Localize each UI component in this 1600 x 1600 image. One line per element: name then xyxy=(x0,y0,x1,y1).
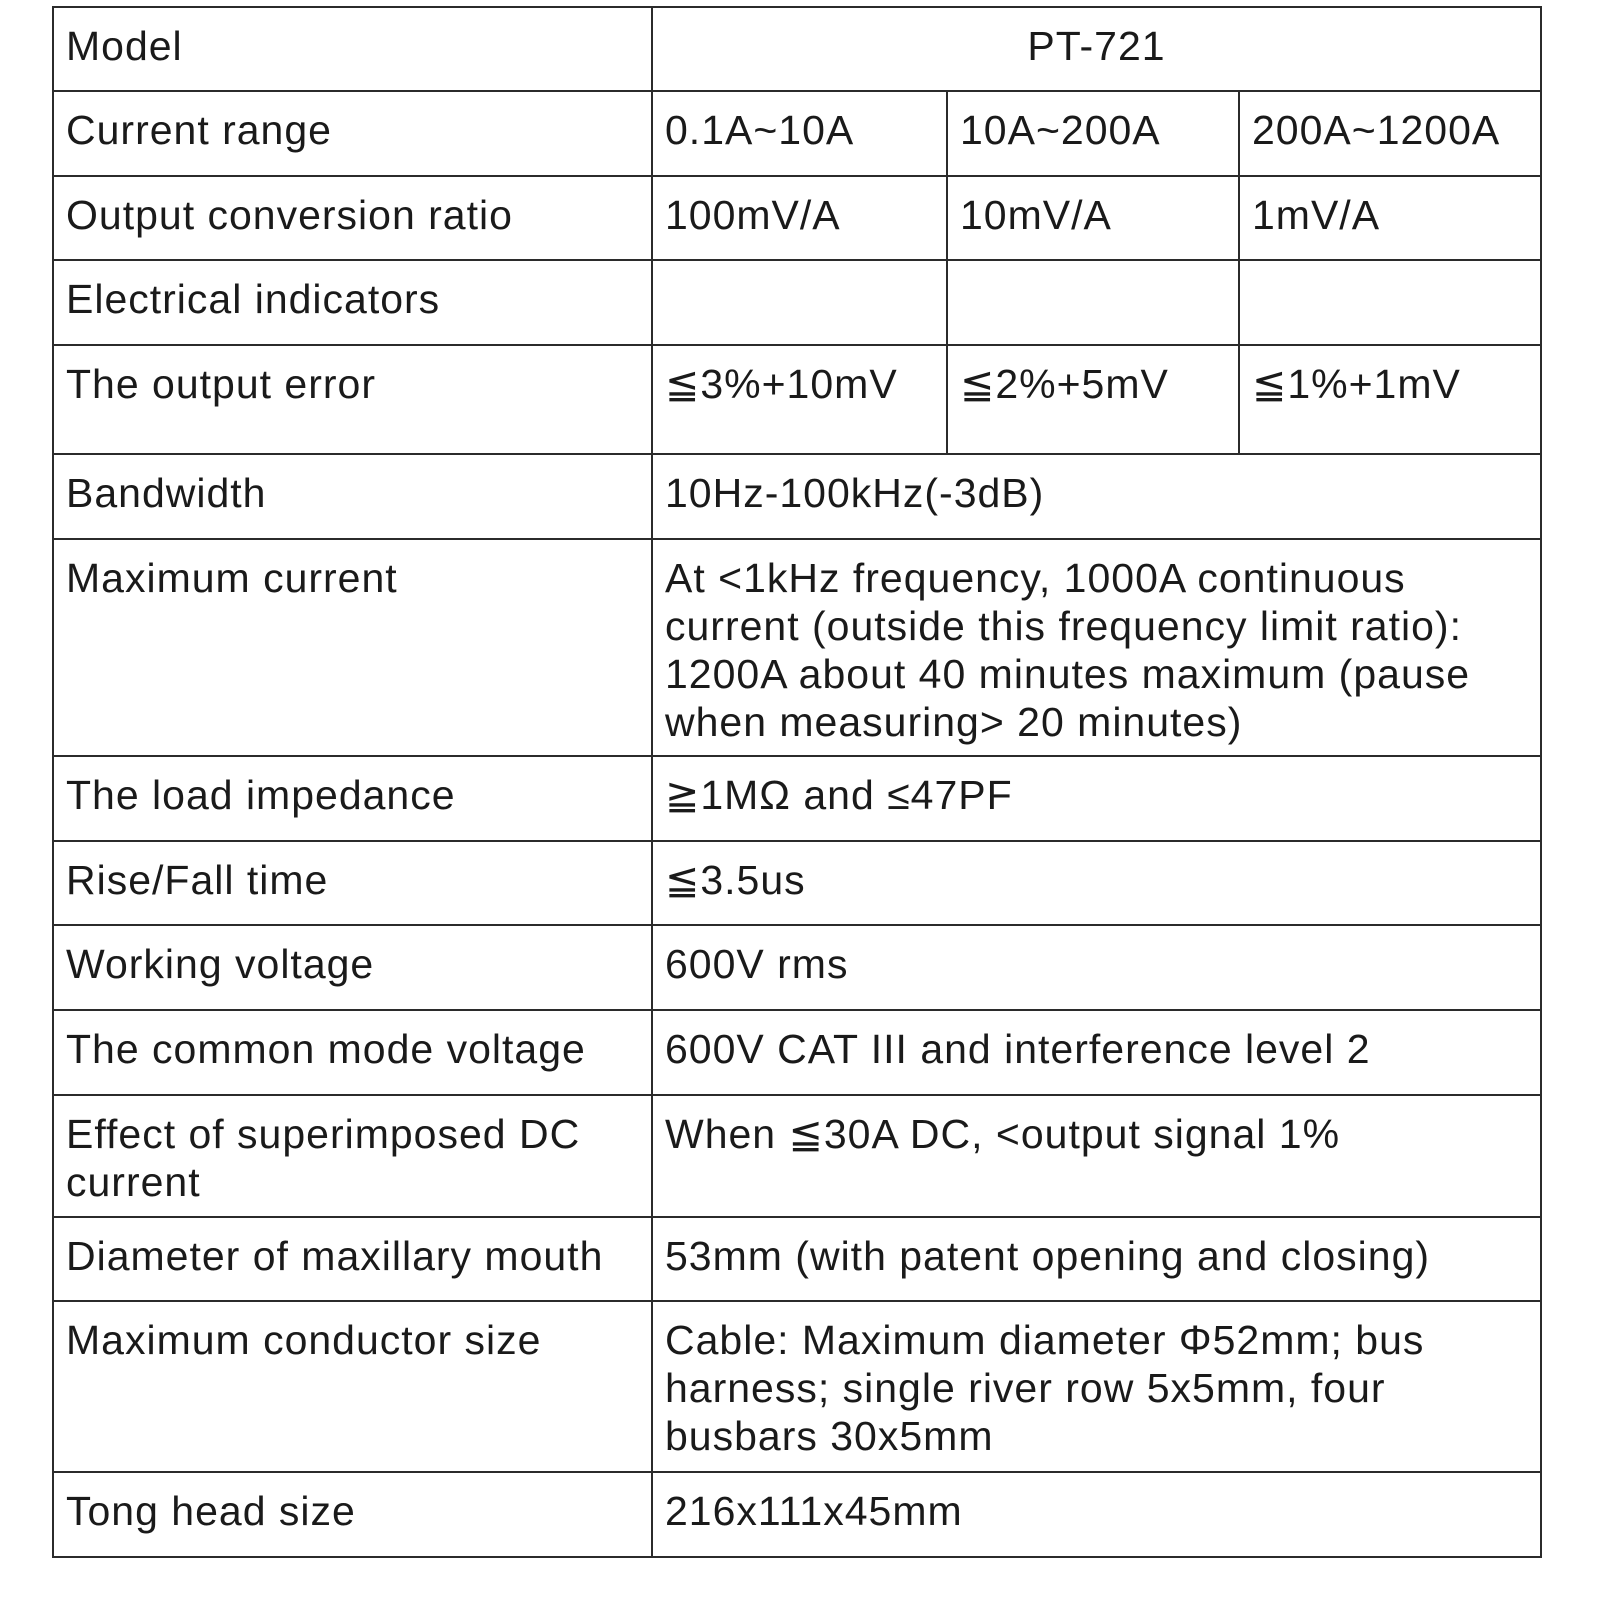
load-impedance-value: ≧1MΩ and ≤47PF xyxy=(652,756,1541,841)
superimposed-dc-value: When ≦30A DC, <output signal 1% xyxy=(652,1095,1541,1217)
row-max-conductor-size xyxy=(53,1301,1541,1472)
row-label-electrical-indicators: Electrical indicators xyxy=(53,260,652,345)
row-label-load-impedance: The load impedance xyxy=(53,756,652,841)
output-error-value-2: ≦2%+5mV xyxy=(947,345,1239,454)
row-maximum-current xyxy=(53,539,1541,756)
row-label-bandwidth: Bandwidth xyxy=(53,454,652,539)
row-label-current-range: Current range xyxy=(53,91,652,176)
output-error-value-1: ≦3%+10mV xyxy=(652,345,947,454)
row-model xyxy=(53,7,1541,91)
row-common-mode-voltage xyxy=(53,1010,1541,1095)
row-superimposed-dc xyxy=(53,1095,1541,1217)
row-label-model: Model xyxy=(53,7,652,91)
electrical-indicators-value-2 xyxy=(947,260,1239,345)
row-rise-fall-time xyxy=(53,841,1541,925)
working-voltage-value: 600V rms xyxy=(652,925,1541,1010)
max-conductor-size-value: Cable: Maximum diameter Φ52mm; bus harness; single river row 5x5mm, four busbars 30x5mm xyxy=(652,1301,1541,1472)
row-label-tong-head-size: Tong head size xyxy=(53,1472,652,1557)
output-conversion-ratio-value-2: 10mV/A xyxy=(947,176,1239,260)
row-load-impedance xyxy=(53,756,1541,841)
current-range-value-2: 10A~200A xyxy=(947,91,1239,176)
row-label-jaw-diameter: Diameter of maxillary mouth xyxy=(53,1217,652,1301)
output-conversion-ratio-value-3: 1mV/A xyxy=(1239,176,1541,260)
electrical-indicators-value-3 xyxy=(1239,260,1541,345)
row-electrical-indicators xyxy=(53,260,1541,345)
current-range-value-3: 200A~1200A xyxy=(1239,91,1541,176)
common-mode-voltage-value: 600V CAT III and interference level 2 xyxy=(652,1010,1541,1095)
tong-head-size-value: 216x111x45mm xyxy=(652,1472,1541,1557)
output-conversion-ratio-value-1: 100mV/A xyxy=(652,176,947,260)
row-output-error xyxy=(53,345,1541,454)
electrical-indicators-value-1 xyxy=(652,260,947,345)
row-label-max-conductor-size: Maximum conductor size xyxy=(53,1301,652,1472)
row-current-range xyxy=(53,91,1541,176)
row-tong-head-size xyxy=(53,1472,1541,1557)
jaw-diameter-value: 53mm (with patent opening and closing) xyxy=(652,1217,1541,1301)
row-label-output-error: The output error xyxy=(53,345,652,454)
row-label-maximum-current: Maximum current xyxy=(53,539,652,756)
row-working-voltage xyxy=(53,925,1541,1010)
row-label-superimposed-dc: Effect of superimposed DC current xyxy=(53,1095,652,1217)
output-error-value-3: ≦1%+1mV xyxy=(1239,345,1541,454)
row-label-working-voltage: Working voltage xyxy=(53,925,652,1010)
row-bandwidth xyxy=(53,454,1541,539)
row-label-common-mode-voltage: The common mode voltage xyxy=(53,1010,652,1095)
row-label-rise-fall-time: Rise/Fall time xyxy=(53,841,652,925)
row-jaw-diameter xyxy=(53,1217,1541,1301)
spec-table xyxy=(52,6,1542,1558)
model-value: PT-721 xyxy=(652,7,1541,91)
row-label-output-conversion-ratio: Output conversion ratio xyxy=(53,176,652,260)
current-range-value-1: 0.1A~10A xyxy=(652,91,947,176)
row-output-conversion-ratio xyxy=(53,176,1541,260)
rise-fall-time-value: ≦3.5us xyxy=(652,841,1541,925)
bandwidth-value: 10Hz-100kHz(-3dB) xyxy=(652,454,1541,539)
maximum-current-value: At <1kHz frequency, 1000A continuous current (outside this frequency limit ratio): 1200A about 40 minutes maximum (pause when measuring> 20 minutes) xyxy=(652,539,1541,756)
